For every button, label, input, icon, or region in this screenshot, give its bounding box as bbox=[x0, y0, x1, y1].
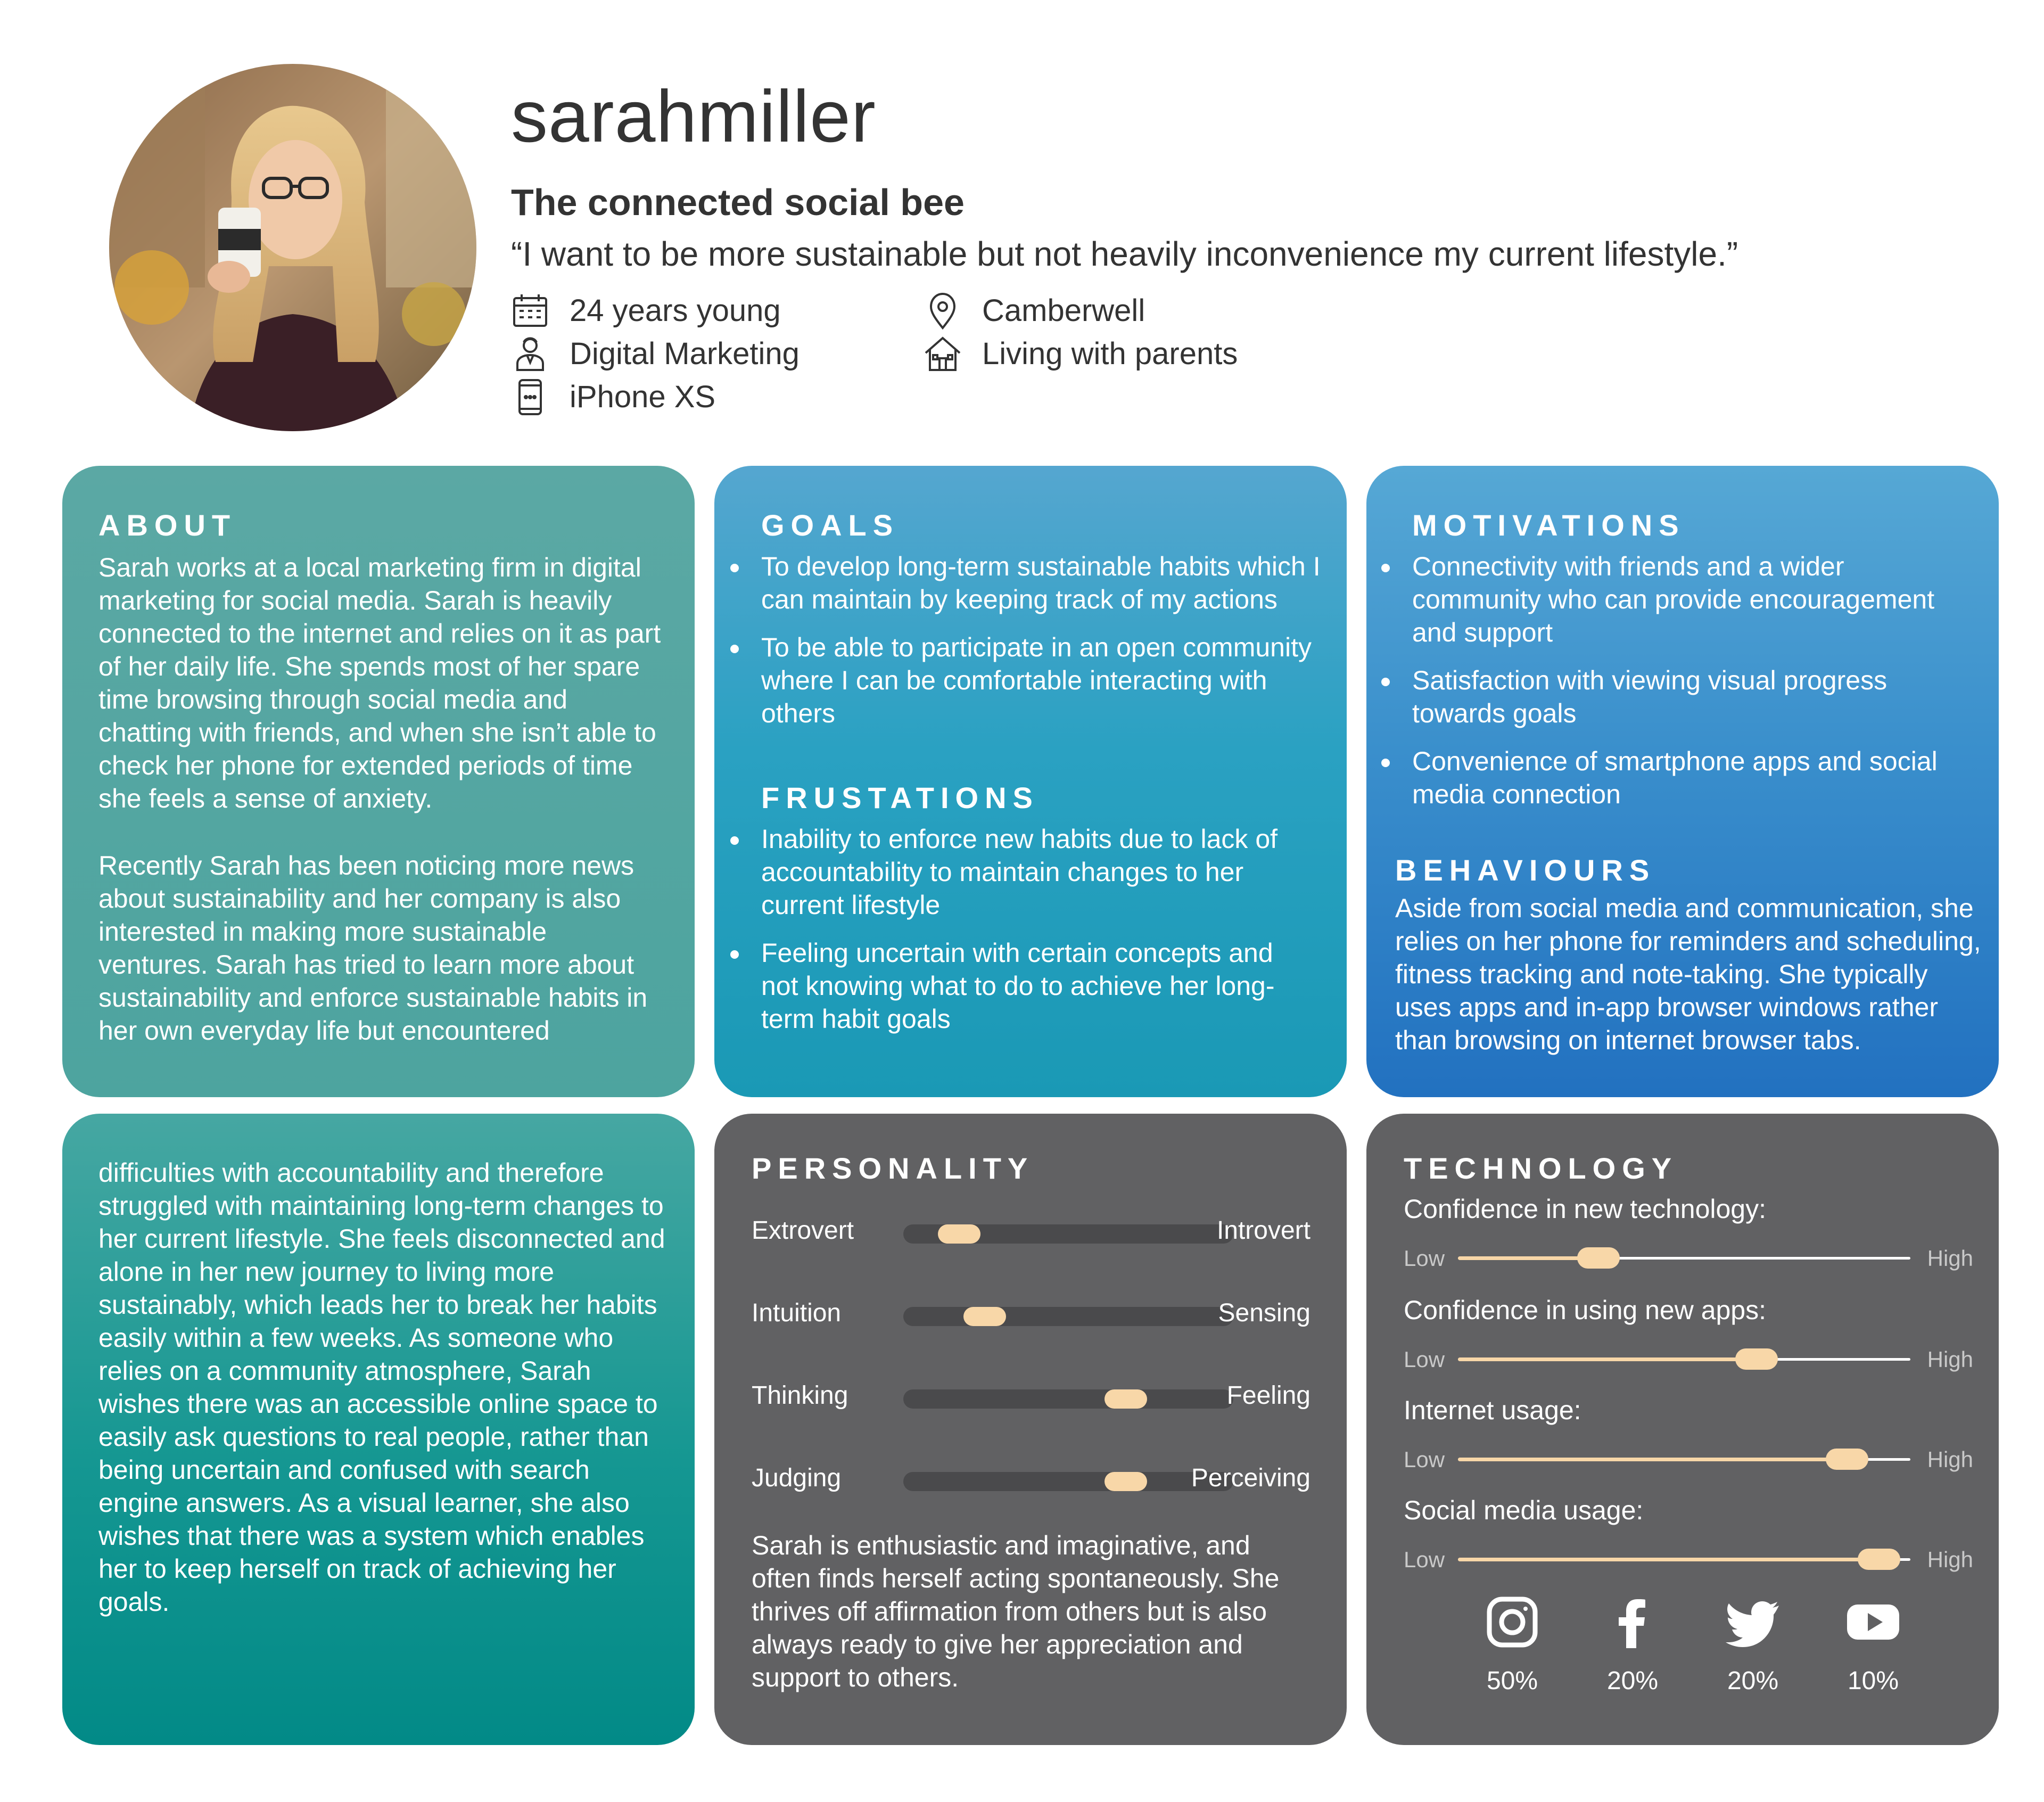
personality-knob bbox=[1105, 1472, 1147, 1491]
personality-heading: PERSONALITY bbox=[752, 1151, 1034, 1185]
personality-left-label: Judging bbox=[752, 1464, 842, 1492]
fact-location bbox=[924, 292, 1145, 330]
facebook-percent: 20% bbox=[1606, 1667, 1659, 1695]
goals-list bbox=[728, 550, 1324, 745]
social-twitter bbox=[1710, 1593, 1795, 1696]
tech-track bbox=[1458, 1458, 1910, 1461]
motivations-heading: MOTIVATIONS bbox=[1412, 508, 1685, 542]
tech-metric-slider bbox=[1404, 1443, 1973, 1475]
instagram-percent: 50% bbox=[1486, 1667, 1538, 1695]
personality-knob bbox=[963, 1307, 1006, 1326]
personality-knob bbox=[938, 1224, 980, 1244]
frustrations-heading: FRUSTATIONS bbox=[761, 781, 1039, 814]
personality-track bbox=[903, 1224, 1233, 1244]
personality-right-label: Introvert bbox=[1216, 1216, 1311, 1245]
personality-left-label: Intuition bbox=[752, 1299, 842, 1327]
tech-track bbox=[1458, 1358, 1910, 1361]
about-paragraph-2: Recently Sarah has been noticing more news about sustainability and her company is also interested in making more sustainable ventures. Sarah has tried to learn more about sustainability and enforce sustainable habits in her own everyday life but encountered bbox=[98, 851, 648, 1046]
twitter-percent: 20% bbox=[1727, 1667, 1779, 1695]
personality-right-label: Sensing bbox=[1218, 1299, 1311, 1327]
personality-slider bbox=[752, 1375, 1311, 1417]
fact-location-text: Camberwell bbox=[982, 293, 1145, 328]
fact-device-text: iPhone XS bbox=[570, 380, 716, 414]
personality-track bbox=[903, 1472, 1233, 1491]
about-card bbox=[62, 466, 695, 1097]
persona-tagline: The connected social bee bbox=[511, 182, 965, 223]
persona-name: sarahmiller bbox=[511, 76, 876, 158]
technology-card bbox=[1366, 1114, 1999, 1745]
personality-right-label: Perceiving bbox=[1191, 1464, 1311, 1492]
personality-card bbox=[714, 1114, 1347, 1745]
about-continued-card bbox=[62, 1114, 695, 1745]
goals-heading: GOALS bbox=[761, 508, 900, 542]
tech-fill bbox=[1458, 1558, 1879, 1561]
social-facebook bbox=[1590, 1593, 1675, 1696]
motivation-item: Satisfaction with viewing visual progress towards goals bbox=[1379, 664, 1975, 730]
phone-icon bbox=[511, 378, 549, 416]
profile-photo bbox=[109, 64, 476, 431]
worker-icon bbox=[511, 335, 549, 373]
location-pin-icon bbox=[924, 292, 962, 330]
social-instagram bbox=[1470, 1593, 1555, 1696]
tech-metric-slider bbox=[1404, 1543, 1973, 1575]
fact-age bbox=[511, 292, 781, 330]
fact-age-text: 24 years young bbox=[570, 293, 781, 328]
motivation-item: Convenience of smartphone apps and social media connection bbox=[1379, 745, 1975, 811]
tech-knob bbox=[1735, 1348, 1778, 1370]
tech-metric-slider bbox=[1404, 1241, 1973, 1273]
tech-metric-label: Confidence in new technology: bbox=[1404, 1194, 1767, 1224]
tech-high-label: High bbox=[1927, 1246, 1973, 1271]
motivations-behaviours-card bbox=[1366, 466, 1999, 1097]
behaviours-heading: BEHAVIOURS bbox=[1395, 853, 1656, 887]
social-youtube bbox=[1831, 1593, 1916, 1696]
personality-slider bbox=[752, 1292, 1311, 1335]
frustration-item: Inability to enforce new habits due to lack of accountability to maintain changes to her current lifestyle bbox=[728, 822, 1282, 921]
tech-low-label: Low bbox=[1404, 1347, 1445, 1372]
personality-track bbox=[903, 1307, 1233, 1326]
fact-living-text: Living with parents bbox=[982, 336, 1238, 371]
goals-frustrations-card bbox=[714, 466, 1347, 1097]
fact-occupation bbox=[511, 335, 800, 373]
technology-heading: TECHNOLOGY bbox=[1404, 1151, 1678, 1185]
tech-fill bbox=[1458, 1458, 1847, 1461]
tech-track bbox=[1458, 1558, 1910, 1561]
tech-high-label: High bbox=[1927, 1347, 1973, 1372]
personality-knob bbox=[1105, 1389, 1147, 1409]
tech-metric-slider bbox=[1404, 1343, 1973, 1375]
tech-low-label: Low bbox=[1404, 1547, 1445, 1572]
tech-metric-label: Internet usage: bbox=[1404, 1395, 1581, 1425]
personality-track bbox=[903, 1389, 1233, 1409]
tech-metric-label: Social media usage: bbox=[1404, 1495, 1644, 1525]
motivation-item: Connectivity with friends and a wider community who can provide encouragement and support bbox=[1379, 550, 1975, 649]
tech-low-label: Low bbox=[1404, 1447, 1445, 1472]
personality-slider bbox=[752, 1209, 1311, 1252]
about-paragraph-3: difficulties with accountability and therefore struggled with maintaining long-term changes to her current lifestyle. She feels disconnected and alone in her new journey to living more sustainably, which leads her to break her habits easily within a few weeks. As someone who relies on a community atmosphere, Sarah wishes there was an accessible online space to easily ask questions to real people, rather than being uncertain and confused with search engine answers. As a visual learner, she also wishes that there was a system which enables her to keep herself on track of achieving her goals. bbox=[98, 1158, 665, 1617]
calendar-icon bbox=[511, 292, 549, 330]
frustration-item: Feeling uncertain with certain concepts and not knowing what to do to achieve her long-term habit goals bbox=[728, 936, 1282, 1035]
personality-right-label: Feeling bbox=[1226, 1381, 1311, 1410]
personality-left-label: Thinking bbox=[752, 1381, 848, 1410]
tech-metric-label: Confidence in using new apps: bbox=[1404, 1295, 1767, 1325]
tech-high-label: High bbox=[1927, 1447, 1973, 1472]
youtube-percent: 10% bbox=[1847, 1667, 1899, 1695]
tech-low-label: Low bbox=[1404, 1246, 1445, 1271]
goal-item: To be able to participate in an open community where I can be comfortable interacting with others bbox=[728, 631, 1324, 730]
personality-left-label: Extrovert bbox=[752, 1216, 854, 1245]
twitter-icon bbox=[1724, 1593, 1782, 1651]
goal-item: To develop long-term sustainable habits which I can maintain by keeping track of my actions bbox=[728, 550, 1324, 616]
youtube-icon bbox=[1844, 1593, 1902, 1651]
tech-knob bbox=[1826, 1449, 1868, 1470]
fact-occupation-text: Digital Marketing bbox=[570, 336, 800, 371]
tech-high-label: High bbox=[1927, 1547, 1973, 1572]
personality-summary: Sarah is enthusiastic and imaginative, and often finds herself acting spontaneously. She thrives off affirmation from others but is also always ready to give her appreciation and support to others. bbox=[752, 1531, 1280, 1692]
frustrations-list bbox=[728, 822, 1282, 1050]
tech-fill bbox=[1458, 1357, 1757, 1361]
behaviours-text: Aside from social media and communication, she relies on her phone for reminders and scheduling, fitness tracking and note-taking. She typically uses apps and in-app browser windows rather than browsing on internet browser tabs. bbox=[1395, 893, 1981, 1055]
instagram-icon bbox=[1483, 1593, 1542, 1651]
motivations-list bbox=[1379, 550, 1975, 826]
tech-track bbox=[1458, 1257, 1910, 1260]
persona-quote: “I want to be more sustainable but not heavily inconvenience my current lifestyle.” bbox=[511, 235, 1738, 273]
fact-device bbox=[511, 378, 715, 416]
house-icon bbox=[924, 335, 962, 373]
about-paragraph-1: Sarah works at a local marketing firm in digital marketing for social media. Sarah is heavily connected to the internet and relies on it as part of her daily life. She spends most of her spare time browsing through social media and chatting with friends, and when she isn’t able to check her phone for extended periods of time she feels a sense of anxiety. bbox=[98, 553, 661, 813]
tech-knob bbox=[1858, 1549, 1900, 1570]
tech-knob bbox=[1577, 1247, 1620, 1269]
fact-living bbox=[924, 335, 1238, 373]
personality-slider bbox=[752, 1457, 1311, 1500]
facebook-icon bbox=[1603, 1593, 1662, 1651]
about-heading: ABOUT bbox=[98, 508, 237, 542]
